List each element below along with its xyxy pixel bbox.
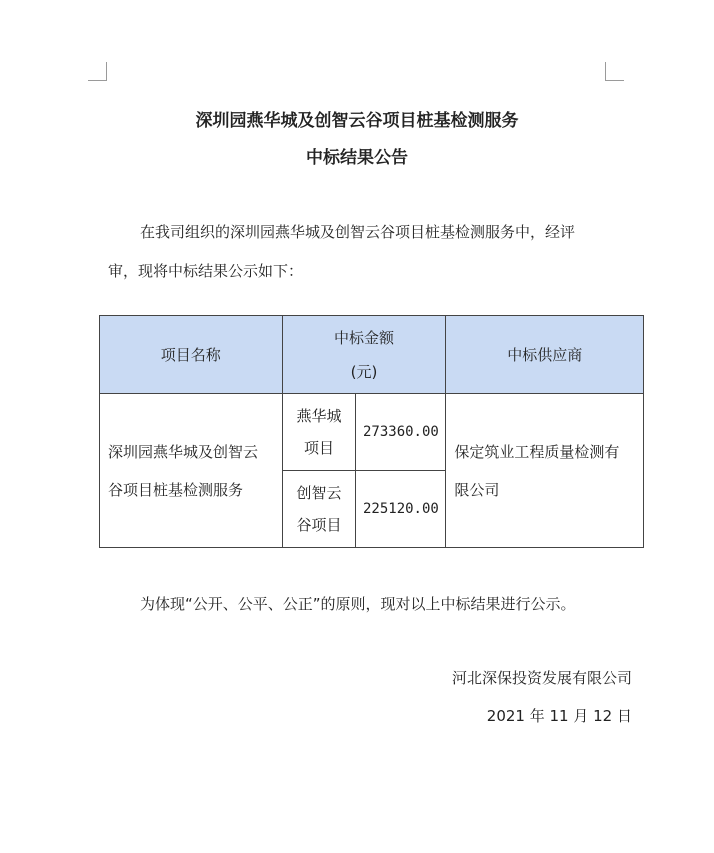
document-title: 深圳园燕华城及创智云谷项目桩基检测服务 [195, 111, 519, 131]
header-amount-label: 中标金额 [333, 328, 394, 347]
header-supplier [446, 316, 644, 394]
issuer-company: 河北深保投资发展有限公司 [451, 669, 632, 687]
project-name-line-2: 谷项目桩基检测服务 [108, 480, 244, 499]
supplier-line-1: 保定筑业工程质量检测有 [454, 442, 620, 461]
closing-statement: 为体现“公开、公平、公正”的原则，现对以上中标结果进行公示。 [140, 595, 576, 613]
intro-paragraph-line-2: 审，现将中标结果公示如下： [108, 262, 304, 280]
crop-mark-top-right [605, 62, 624, 81]
award-result-table [99, 315, 644, 548]
project-name-line-1: 深圳园燕华城及创智云 [108, 442, 259, 461]
intro-paragraph-line-1: 在我司组织的深圳园燕华城及创智云谷项目桩基检测服务中，经评 [140, 223, 576, 241]
sub-project-1-line-1: 燕华城 [296, 407, 342, 425]
header-amount-unit: (元) [350, 362, 378, 381]
header-project-name [100, 316, 283, 394]
cell-sub-project-2 [282, 471, 356, 548]
cell-sub-project-1 [282, 394, 356, 471]
sub-project-2-line-2: 谷项目 [296, 516, 342, 534]
cell-amount-1: 273360.00 [356, 394, 446, 471]
cell-project-name [100, 394, 283, 548]
cell-supplier [446, 394, 644, 548]
document-subtitle: 中标结果公告 [306, 148, 408, 168]
sub-project-2-line-1: 创智云 [296, 484, 342, 502]
issue-date: 2021 年 11 月 12 日 [486, 707, 632, 725]
header-supplier-label: 中标供应商 [507, 346, 583, 364]
sub-project-1-line-2: 项目 [304, 439, 335, 457]
crop-mark-top-left [88, 62, 107, 81]
header-award-amount [282, 316, 446, 394]
cell-amount-2: 225120.00 [356, 471, 446, 548]
table-row [100, 394, 644, 471]
supplier-line-2: 限公司 [454, 480, 500, 499]
table-header-row [100, 316, 644, 394]
header-project-name-label: 项目名称 [160, 346, 221, 364]
